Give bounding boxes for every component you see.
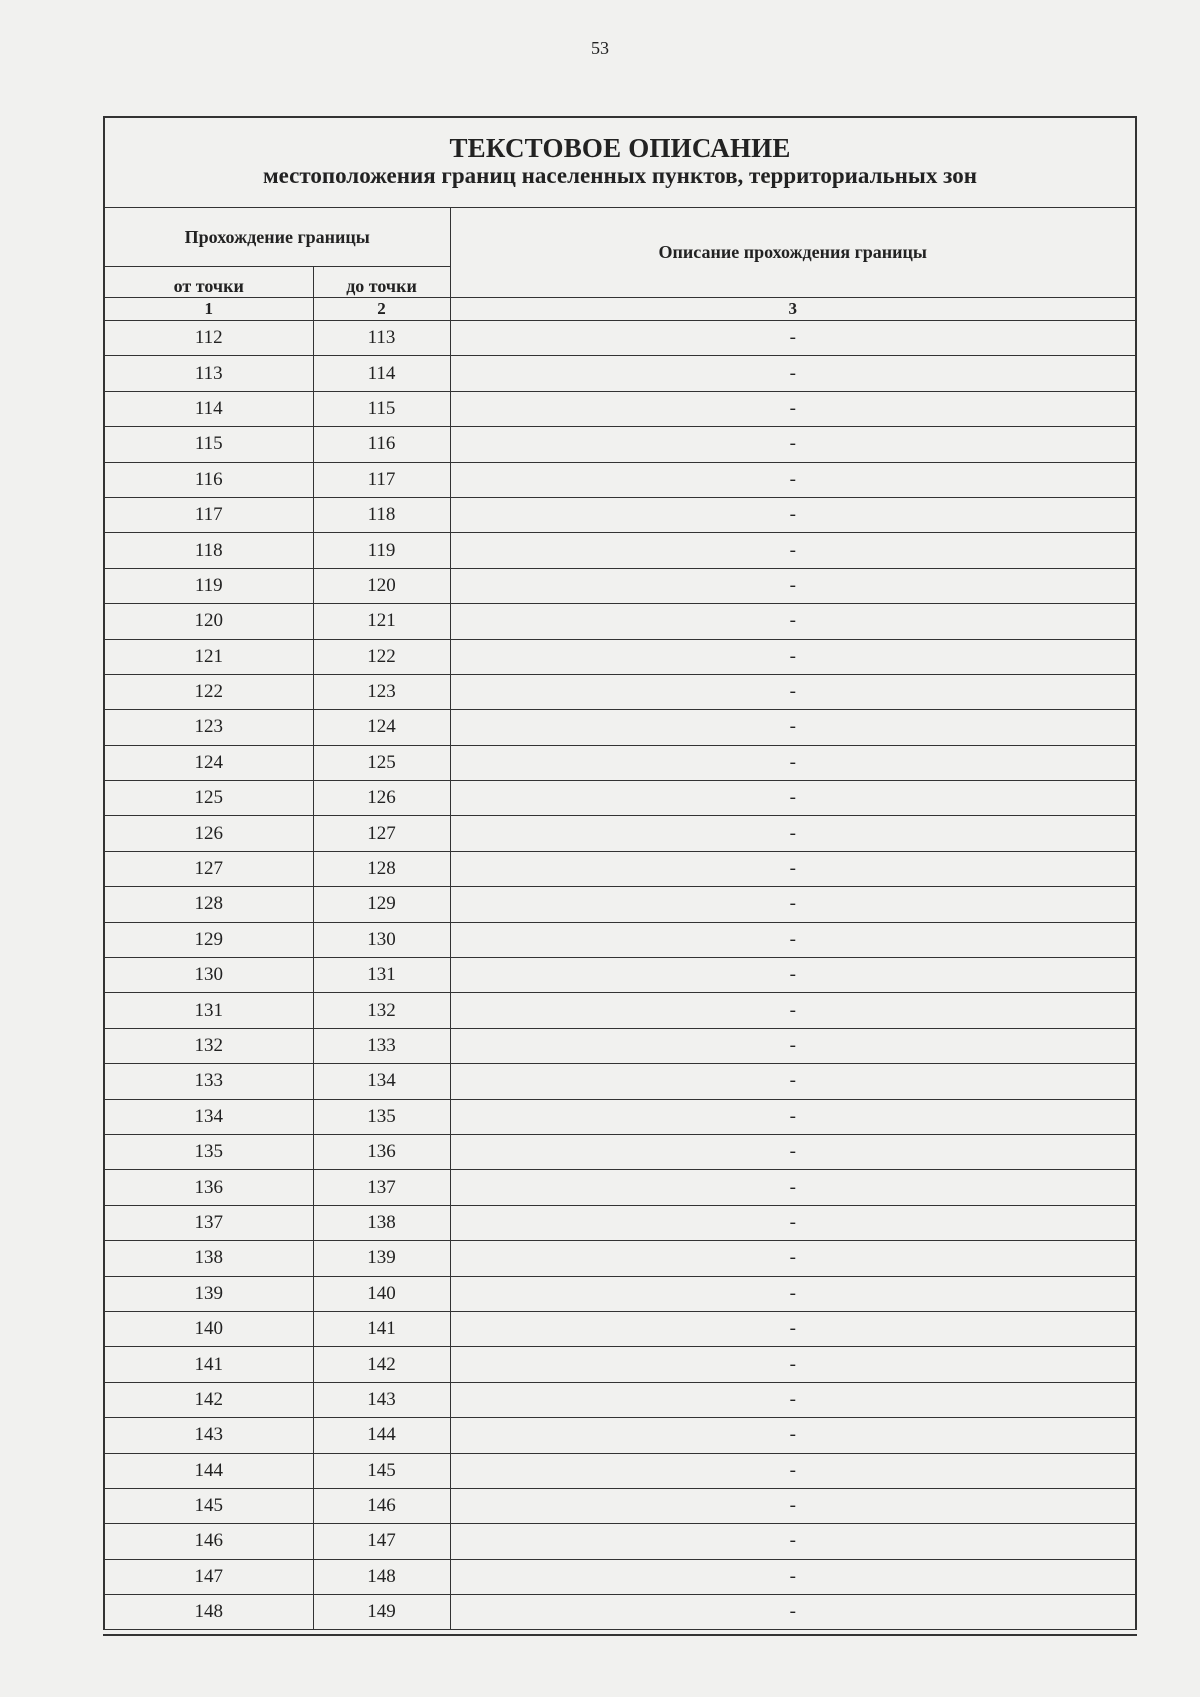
cell-to-point: 136 <box>313 1134 450 1169</box>
table-row <box>105 497 1135 532</box>
cell-description: - <box>450 1488 1135 1523</box>
cell-to-point: 133 <box>313 1028 450 1063</box>
cell-to-point: 126 <box>313 781 450 816</box>
cell-from-point: 113 <box>105 356 313 391</box>
table-row <box>105 1241 1135 1276</box>
cell-to-point: 138 <box>313 1205 450 1240</box>
table-row <box>105 993 1135 1028</box>
header-boundary-passage: Прохождение границы <box>105 208 450 267</box>
cell-description: - <box>450 1595 1135 1630</box>
header-from-point: от точки <box>105 267 313 298</box>
cell-from-point: 131 <box>105 993 313 1028</box>
cell-to-point: 148 <box>313 1559 450 1594</box>
cell-description: - <box>450 1453 1135 1488</box>
cell-from-point: 148 <box>105 1595 313 1630</box>
cell-from-point: 124 <box>105 745 313 780</box>
cell-from-point: 123 <box>105 710 313 745</box>
cell-to-point: 131 <box>313 958 450 993</box>
boundary-table <box>105 208 1135 1630</box>
cell-to-point: 132 <box>313 993 450 1028</box>
cell-description: - <box>450 781 1135 816</box>
table-row <box>105 816 1135 851</box>
cell-from-point: 144 <box>105 1453 313 1488</box>
table-row <box>105 1488 1135 1523</box>
cell-description: - <box>450 639 1135 674</box>
cell-description: - <box>450 533 1135 568</box>
table-row <box>105 1099 1135 1134</box>
cell-to-point: 113 <box>313 321 450 356</box>
table-row <box>105 356 1135 391</box>
cell-description: - <box>450 391 1135 426</box>
cell-to-point: 121 <box>313 604 450 639</box>
table-row <box>105 781 1135 816</box>
table-row <box>105 1064 1135 1099</box>
cell-from-point: 128 <box>105 887 313 922</box>
cell-from-point: 139 <box>105 1276 313 1311</box>
cell-description: - <box>450 1559 1135 1594</box>
table-row <box>105 1559 1135 1594</box>
cell-to-point: 119 <box>313 533 450 568</box>
cell-description: - <box>450 1134 1135 1169</box>
cell-to-point: 140 <box>313 1276 450 1311</box>
cell-description: - <box>450 568 1135 603</box>
column-number-1: 1 <box>105 298 313 321</box>
cell-description: - <box>450 1311 1135 1346</box>
cell-description: - <box>450 922 1135 957</box>
cell-from-point: 142 <box>105 1382 313 1417</box>
table-bottom-rule <box>103 1634 1137 1636</box>
cell-to-point: 116 <box>313 427 450 462</box>
table-row <box>105 639 1135 674</box>
page-number: 53 <box>591 38 609 58</box>
cell-description: - <box>450 1170 1135 1205</box>
cell-description: - <box>450 710 1135 745</box>
cell-from-point: 138 <box>105 1241 313 1276</box>
cell-to-point: 114 <box>313 356 450 391</box>
cell-to-point: 125 <box>313 745 450 780</box>
cell-description: - <box>450 604 1135 639</box>
cell-from-point: 129 <box>105 922 313 957</box>
cell-from-point: 115 <box>105 427 313 462</box>
table-row <box>105 1170 1135 1205</box>
table-row <box>105 604 1135 639</box>
cell-to-point: 149 <box>313 1595 450 1630</box>
cell-description: - <box>450 497 1135 532</box>
cell-from-point: 134 <box>105 1099 313 1134</box>
column-number-2: 2 <box>313 298 450 321</box>
cell-to-point: 134 <box>313 1064 450 1099</box>
cell-to-point: 118 <box>313 497 450 532</box>
cell-description: - <box>450 1524 1135 1559</box>
cell-from-point: 137 <box>105 1205 313 1240</box>
cell-description: - <box>450 1099 1135 1134</box>
cell-description: - <box>450 321 1135 356</box>
table-row <box>105 1134 1135 1169</box>
cell-to-point: 124 <box>313 710 450 745</box>
table-row <box>105 427 1135 462</box>
table-row <box>105 745 1135 780</box>
cell-from-point: 127 <box>105 851 313 886</box>
cell-from-point: 140 <box>105 1311 313 1346</box>
cell-to-point: 137 <box>313 1170 450 1205</box>
document-subtitle: местоположения границ населенных пунктов, территориальных зон <box>263 163 977 188</box>
cell-from-point: 118 <box>105 533 313 568</box>
document-header <box>105 118 1135 208</box>
cell-description: - <box>450 993 1135 1028</box>
header-to-point: до точки <box>313 267 450 298</box>
table-row <box>105 1418 1135 1453</box>
cell-from-point: 126 <box>105 816 313 851</box>
cell-from-point: 135 <box>105 1134 313 1169</box>
cell-description: - <box>450 1347 1135 1382</box>
cell-description: - <box>450 462 1135 497</box>
cell-description: - <box>450 1241 1135 1276</box>
cell-from-point: 133 <box>105 1064 313 1099</box>
table-row <box>105 710 1135 745</box>
cell-from-point: 141 <box>105 1347 313 1382</box>
table-row <box>105 851 1135 886</box>
cell-from-point: 146 <box>105 1524 313 1559</box>
table-row <box>105 1524 1135 1559</box>
cell-to-point: 143 <box>313 1382 450 1417</box>
cell-to-point: 127 <box>313 816 450 851</box>
cell-to-point: 144 <box>313 1418 450 1453</box>
document-title: ТЕКСТОВОЕ ОПИСАНИЕ <box>449 133 791 163</box>
cell-from-point: 119 <box>105 568 313 603</box>
table-row <box>105 958 1135 993</box>
cell-description: - <box>450 816 1135 851</box>
header-boundary-description: Описание прохождения границы <box>450 208 1135 298</box>
table-row <box>105 1276 1135 1311</box>
cell-to-point: 115 <box>313 391 450 426</box>
cell-to-point: 142 <box>313 1347 450 1382</box>
cell-to-point: 147 <box>313 1524 450 1559</box>
cell-description: - <box>450 851 1135 886</box>
table-row <box>105 1453 1135 1488</box>
document-table-frame <box>103 116 1137 1630</box>
cell-to-point: 128 <box>313 851 450 886</box>
table-row <box>105 321 1135 356</box>
cell-description: - <box>450 1028 1135 1063</box>
cell-from-point: 122 <box>105 674 313 709</box>
cell-description: - <box>450 674 1135 709</box>
table-row <box>105 887 1135 922</box>
table-row <box>105 674 1135 709</box>
cell-to-point: 117 <box>313 462 450 497</box>
cell-from-point: 114 <box>105 391 313 426</box>
cell-from-point: 143 <box>105 1418 313 1453</box>
table-row <box>105 1347 1135 1382</box>
cell-from-point: 147 <box>105 1559 313 1594</box>
table-row <box>105 533 1135 568</box>
cell-description: - <box>450 1276 1135 1311</box>
cell-to-point: 139 <box>313 1241 450 1276</box>
table-row <box>105 1028 1135 1063</box>
cell-description: - <box>450 427 1135 462</box>
cell-description: - <box>450 356 1135 391</box>
cell-to-point: 120 <box>313 568 450 603</box>
cell-description: - <box>450 1064 1135 1099</box>
cell-from-point: 125 <box>105 781 313 816</box>
cell-description: - <box>450 1382 1135 1417</box>
cell-from-point: 132 <box>105 1028 313 1063</box>
cell-description: - <box>450 745 1135 780</box>
cell-to-point: 145 <box>313 1453 450 1488</box>
cell-to-point: 141 <box>313 1311 450 1346</box>
table-row <box>105 1311 1135 1346</box>
cell-description: - <box>450 1205 1135 1240</box>
table-row <box>105 922 1135 957</box>
cell-from-point: 116 <box>105 462 313 497</box>
table-row <box>105 1595 1135 1630</box>
column-number-3: 3 <box>450 298 1135 321</box>
table-row <box>105 1382 1135 1417</box>
cell-to-point: 146 <box>313 1488 450 1523</box>
cell-from-point: 136 <box>105 1170 313 1205</box>
cell-description: - <box>450 958 1135 993</box>
cell-from-point: 145 <box>105 1488 313 1523</box>
cell-from-point: 130 <box>105 958 313 993</box>
table-row <box>105 568 1135 603</box>
table-row <box>105 462 1135 497</box>
cell-from-point: 117 <box>105 497 313 532</box>
cell-to-point: 122 <box>313 639 450 674</box>
cell-from-point: 121 <box>105 639 313 674</box>
cell-to-point: 135 <box>313 1099 450 1134</box>
table-body <box>105 321 1135 1630</box>
cell-to-point: 130 <box>313 922 450 957</box>
cell-description: - <box>450 1418 1135 1453</box>
cell-to-point: 123 <box>313 674 450 709</box>
table-row <box>105 391 1135 426</box>
cell-from-point: 112 <box>105 321 313 356</box>
cell-to-point: 129 <box>313 887 450 922</box>
cell-description: - <box>450 887 1135 922</box>
cell-from-point: 120 <box>105 604 313 639</box>
table-row <box>105 1205 1135 1240</box>
